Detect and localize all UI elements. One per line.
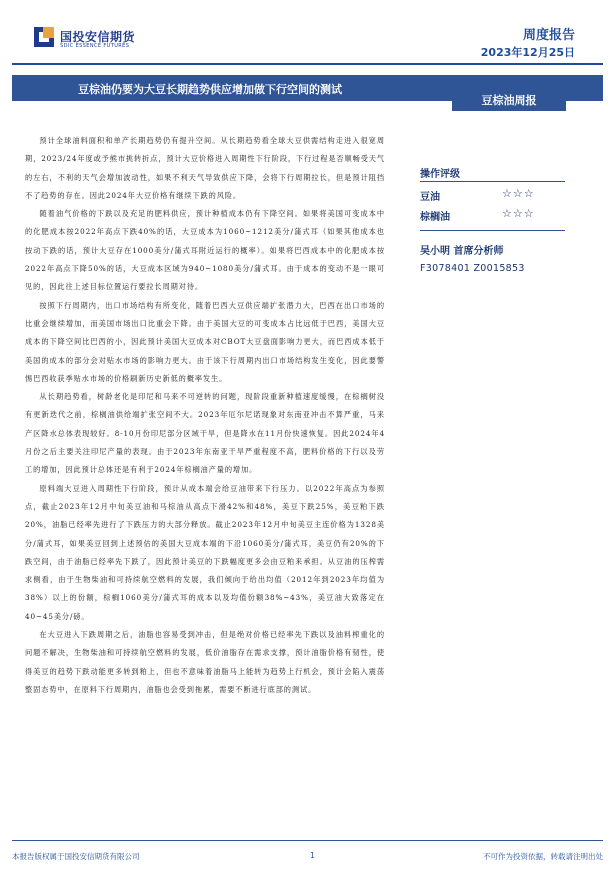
star-rating-icon: ☆☆☆ (502, 207, 535, 220)
company-name-en: SDIC ESSENCE FUTURES (60, 43, 130, 49)
footer-divider (12, 840, 603, 841)
report-tag: 豆棕油周报 (481, 94, 537, 107)
body-paragraph: 从长期趋势看，树龄老化是印尼和马来不可逆转的问题，现阶段重新种植速度缓慢，在棕榈树没有更新迭代之前，棕榈油供给端扩张空间不大。2023年厄尔尼诺现象对东南亚冲击不算严重，马来产区降水总体表现较好。8-10月份印尼部分区域干旱，但是降水在11月份快速恢复。因此2024年4月份之后主要关注印尼产量的表现。由于2023年东南亚干旱严重程度不高，肥料价格的下行以及劳工的增加，因此预计总体还是有利于2024年棕榈油产量的增加。 (25, 392, 385, 475)
footer-disclaimer: 不可作为投资依据，转载请注明出处 (483, 852, 603, 861)
report-body (25, 132, 385, 699)
body-paragraph: 预计全球油料面积和单产长期趋势仍有提升空间。从长期趋势看全球大豆供需结构走进入很宽周期，2023/24年度或予熊市挑转折点，预计大豆价格进入周期性下行阶段，下行过程是否顺畅受天气的左右，不利的天气会增加波动性，如果不利天气导致供应下降，会将下行周期拉长，但是预计阻挡不了趋势的存在。因此2024年大豆价格有继续下跌的风险。 (25, 136, 385, 200)
rating-row-palm-oil (420, 208, 565, 224)
body-paragraph: 在大豆进入下跌周期之后，油脂也容易受到冲击，但是绝对价格已经率先下跌以及油料榨重化的问题不解决，生物柴油和可持续航空燃料的发展，低价油脂存在需求支撑，预计油脂价格有韧性，使得美豆的趋势下跌动能更多转到粕上，但也不意味着油脂马上能转为趋势上行机会，预计会陷入震荡整固态势中，在原料下行周期内，油脂也会受到拖累，需要不断进行底部的测试。 (25, 630, 385, 694)
body-paragraph: 按照下行周期内，出口市场结构有所变化，随着巴西大豆供应端扩张潜力大，巴西在出口市场的比重会继续增加，而美国市场出口比重会下降。由于美国大豆的可变成本占比远低于巴西，美国大豆成本的下降空间比巴西的小，因此预计美国大豆成本对CBOT大豆盘面影响力更大，而巴西成本低于美国的成本的部分会对贴水市场的影响力更大。由于该下行周期内出口市场结构发生变化，因此要警惕巴西收获季贴水市场的价格刷新历史新低的概率发生。 (25, 300, 385, 383)
header-divider (12, 63, 603, 65)
report-type: 周度报告 (522, 28, 575, 43)
analyst-divider (420, 230, 565, 231)
footer-copyright: 本报告版权属于国投安信期货有限公司 (12, 852, 140, 861)
rating-name: 棕榈油 (420, 212, 450, 223)
body-paragraph: 原料端大豆进入周期性下行阶段，预计从成本端会给豆油带来下行压力。以2022年高点为参照点，截止2023年12月中旬美豆油和马棕油从高点下滑42%和48%，美豆下跌25%，美豆粕下跌20%，油脂已经率先进行了下跌压力的大部分释放。截止2023年12月中旬美豆主连价格为1328美分/蒲式耳，如果美豆回到上述预估的美国大豆成本端的下沿1060美分/蒲式耳，美豆仍有20%的下跌空间，由于油脂已经率先下跌了，因此预计美豆的下跌幅度更多会由豆粕来承担。从豆油的压榨需求侧看，由于生物柴油和可持续航空燃料的发展，我们倾向于给出均值（2012年到2023年均值为38%）以上的份额，棕榈1060美分/蒲式耳的成本以及均值份额38%~43%，美豆油大致落定在40~45美分/磅。 (25, 483, 385, 621)
report-date: 2023年12月25日 (480, 46, 575, 59)
company-logo-icon (34, 27, 54, 47)
rating-divider (420, 181, 565, 182)
rating-title: 操作评级 (420, 169, 460, 180)
analyst-license-ids: F3078401 Z0015853 (420, 263, 525, 274)
body-paragraph: 随着油气价格的下跌以及充足的肥料供应，预计种植成本仍有下降空间。如果将美国可变成本中的化肥成本按2022年高点下跌40%的话，大豆成本为1060~1212美分/蒲式耳（如果其他成本也按动下跌的话，预计大豆存在1000美分/蒲式耳附近运行的概率）。如果将巴西成本中的化肥成本按2022年高点下降50%的话，大豆成本区域为940~1080美分/蒲式耳。由于成本的变动不是一眼可见的，因此往上述目标位置运行要拉长周期对待。 (25, 209, 385, 292)
company-name: 国投安信期货 (60, 30, 136, 44)
page-number: 1 (310, 851, 315, 860)
analyst-name: 吴小明 首席分析师 (420, 246, 504, 257)
rating-row-soybean-oil (420, 188, 565, 204)
star-rating-icon: ☆☆☆ (502, 187, 535, 200)
report-title: 豆棕油仍要为大豆长期趋势供应增加做下行空间的测试 (78, 83, 342, 96)
rating-name: 豆油 (420, 192, 440, 203)
